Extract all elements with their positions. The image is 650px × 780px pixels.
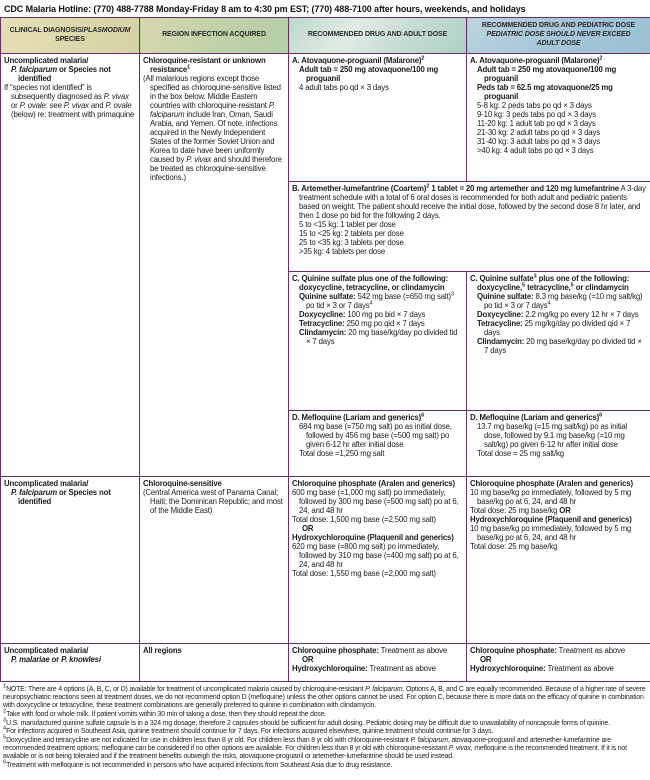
col-header-adult-dose: RECOMMENDED DRUG AND ADULT DOSE	[289, 18, 467, 54]
cell-option-d-adult: D. Mefloquine (Lariam and generics)$^6$ 684 mg base (=750 mg salt) po as initial dose, followed by 456 mg base (=500 mg salt) po given 6-12 hr after initial dose Total dose =1,250 mg salt	[289, 411, 467, 477]
row-resistant-option-a	[1, 54, 650, 182]
footnote-4: $^4$For infections acquired in Southeast Asia, quinine treatment should continue for 7 days. For infections acquired elsewhere, quinine treatment should continue for 3 days.	[3, 725, 494, 736]
header-row	[1, 18, 650, 54]
cell-sensitive-diagnosis: Uncomplicated malaria/ P. falciparum or Species not identified	[1, 477, 140, 644]
footnote-2: $^2$Take with food or whole milk. If patient vomits within 30 min of taking a dose, then they should repeat the dose.	[3, 708, 327, 718]
cell-resistant-region: Chloroquine-resistant or unknown resistance$^1$ (All malarious regions except those specified as chloroquine-sensitive listed in the box below. Middle Eastern countries with chloroquine-resistant P. falciparum include Iran, Oman, Saudi Arabia, and Yemen. Of note, infections acquired in the Newly Independent States of the former Soviet Union and Korea to date have been uniformly caused by P. vivax and should therefore be treated as chloroquine-sensitive infections.)	[140, 54, 289, 477]
row-all-regions	[1, 644, 650, 682]
col-header-region: REGION INFECTION ACQUIRED	[140, 18, 289, 54]
footnote-6: $^6$Treatment with mefloquine is not recommended in persons who have acquired infections from Southeast Asia due to drug resistance.	[3, 759, 393, 769]
treatment-table	[0, 17, 650, 682]
col-header-pediatric-dose: RECOMMENDED DRUG AND PEDIATRIC DOSE PEDIATRIC DOSE SHOULD NEVER EXCEED ADULT DOSE	[467, 18, 650, 54]
footnote-3: $^3$U.S. manufactured quinine sulfate capsule is in a 324 mg dosage; therefore 2 capsules should be sufficient for adult dosing. Pediatric dosing may be difficult due to unavailability of noncapsule forms of quinine.	[3, 717, 610, 727]
footnote-1: $^1$NOTE: There are 4 options (A, B, C, or D) available for treatment of uncomplicated malaria caused by chloroquine-resistant P. falciparum. Options A, B, and C are equally recommended. Because of a higher rate of severe neuropsychiatric reactions seen at treatment doses, we do not recommend option D (mefloquine) unless the other options cannot be used. For option C, because there is more data on the efficacy of quinine in combination with doxycycline or tetracycline, these treatment combinations are generally preferred to quinine in combination with clindamycin.	[3, 683, 646, 710]
cell-option-a-adult: A. Atovaquone-proguanil (Malarone)$^2$ Adult tab = 250 mg atovaquone/100 mg proguanil 4 adult tabs po qd × 3 days	[289, 54, 467, 182]
cell-resistant-diagnosis: Uncomplicated malaria/ P. falciparum or Species not identified If “species not identified” is subsequently diagnosed as P. vivax or P. ovale: see P. vivax and P. ovale (below) re: treatment with primaquine	[1, 54, 140, 477]
col-header-diagnosis: CLINICAL DIAGNOSIS/PLASMODIUM SPECIES	[1, 18, 140, 54]
cell-option-a-pediatric: A. Atovaquone-proguanil (Malarone)$^2$ Adult tab = 250 mg atovaquone/100 mg proguanil Peds tab = 62.5 mg atovaquone/25 mg proguanil 5-8 kg: 2 peds tabs po qd × 3 days 9-10 kg: 3 peds tabs po qd × 3 days 11-20 kg: 1 adult tab po qd × 3 days 21-30 kg: 2 adult tabs po qd × 3 days 31-40 kg: 3 adult tabs po qd × 3 days >40 kg: 4 adult tabs po qd × 3 days	[467, 54, 650, 182]
cell-sensitive-region: Chloroquine-sensitive (Central America west of Panama Canal; Haiti; the Dominican Republic; and most of the Middle East)	[140, 477, 289, 644]
cell-all-regions-region: All regions	[140, 644, 289, 682]
cell-all-regions-pediatric: Chloroquine phosphate: Treatment as above OR Hydroxychloroquine: Treatment as above	[467, 644, 650, 682]
cell-option-c-pediatric: C. Quinine sulfate$^3$ plus one of the following: doxycycline,$^5$ tetracycline,$^5$ or clindamycin Quinine sulfate: 8.3 mg base/kg (=10 mg salt/kg) po tid × 3 or 7 days$^4$ Doxycycline: 2.2 mg/kg po every 12 hr × 7 days Tetracycline: 25 mg/kg/day po divided qid × 7 days Clindamycin: 20 mg base/kg/day po divided tid × 7 days	[467, 272, 650, 411]
cell-all-regions-diagnosis: Uncomplicated malaria/ P. malariae or P. knowlesi	[1, 644, 140, 682]
cell-option-c-adult: C. Quinine sulfate plus one of the following: doxycycline, tetracycline, or clindamycin Quinine sulfate: 542 mg base (=650 mg salt)$^3$ po tid × 3 or 7 days$^4$ Doxycycline: 100 mg po bid × 7 days Tetracycline: 250 mg po qid × 7 days Clindamycin: 20 mg base/kg/day po divided tid × 7 days	[289, 272, 467, 411]
row-sensitive	[1, 477, 650, 644]
cell-sensitive-pediatric: Chloroquine phosphate (Aralen and generics) 10 mg base/kg po immediately, followed by 5 mg base/kg po at 6, 24, and 48 hr Total dose: 25 mg base/kg OR Hydroxychloroquine (Plaquenil and generics) 10 mg base/kg po immediately, followed by 5 mg base/kg po at 6, 24, and 48 hr Total dose: 25 mg base/kg	[467, 477, 650, 644]
footnote-5: $^5$Doxycycline and tetracycline are not indicated for use in children less than 8 yr old. For children less than 8 yr old with chloroquine-resistant P. falciparum, atovaquone-proguanil and artemether-lumefantrine are recommended treatment options; mefloquine can be considered if no other options are available. For children less than 8 yr old with chloroquine-resistant P. vivax, mefloquine is the recommended treatment. If it is not available or is not being tolerated and if the treatment benefits outweigh the risks, atovaquone-proguanil or artemether-lumefantrine should be used instead.	[3, 734, 627, 761]
cell-all-regions-adult: Chloroquine phosphate: Treatment as above OR Hydroxychloroquine: Treatment as above	[289, 644, 467, 682]
hotline-banner: CDC Malaria Hotline: (770) 488-7788 Monday-Friday 8 am to 4:30 pm EST; (770) 488-7100 after hours, weekends, and holidays	[4, 4, 526, 14]
cell-option-b-combined: B. Artemether-lumefantrine (Coartem)$^2$ 1 tablet = 20 mg artemether and 120 mg lumefantrine A 3-day treatment schedule with a total of 6 oral doses is recommended for both adult and pediatric patients based on weight. The patient should receive the initial dose, followed by the second dose 8 hr later, and then 1 dose po bid for the following 2 days. 5 to <15 kg: 1 tablet per dose 15 to <25 kg: 2 tablets per dose 25 to <35 kg: 3 tablets per dose >35 kg: 4 tablets per dose	[289, 182, 650, 272]
cell-option-d-pediatric: D. Mefloquine (Lariam and generics)$^6$ 13.7 mg base/kg (=15 mg salt/kg) po as initial dose, followed by 9.1 mg base/kg (=10 mg salt/kg) po given 6-12 hr after initial dose Total dose = 25 mg salt/kg	[467, 411, 650, 477]
footnotes-section	[0, 682, 650, 770]
cell-sensitive-adult: Chloroquine phosphate (Aralen and generics) 600 mg base (=1,000 mg salt) po immediately, followed by 300 mg base (=500 mg salt) po at 6, 24, and 48 hr Total dose: 1,500 mg base (=2,500 mg salt) OR Hydroxychloroquine (Plaquenil and generics) 620 mg base (=800 mg salt) po immediately, followed by 310 mg base (=400 mg salt) po at 6, 24, and 48 hr Total dose: 1,550 mg base (=2,000 mg salt)	[289, 477, 467, 644]
